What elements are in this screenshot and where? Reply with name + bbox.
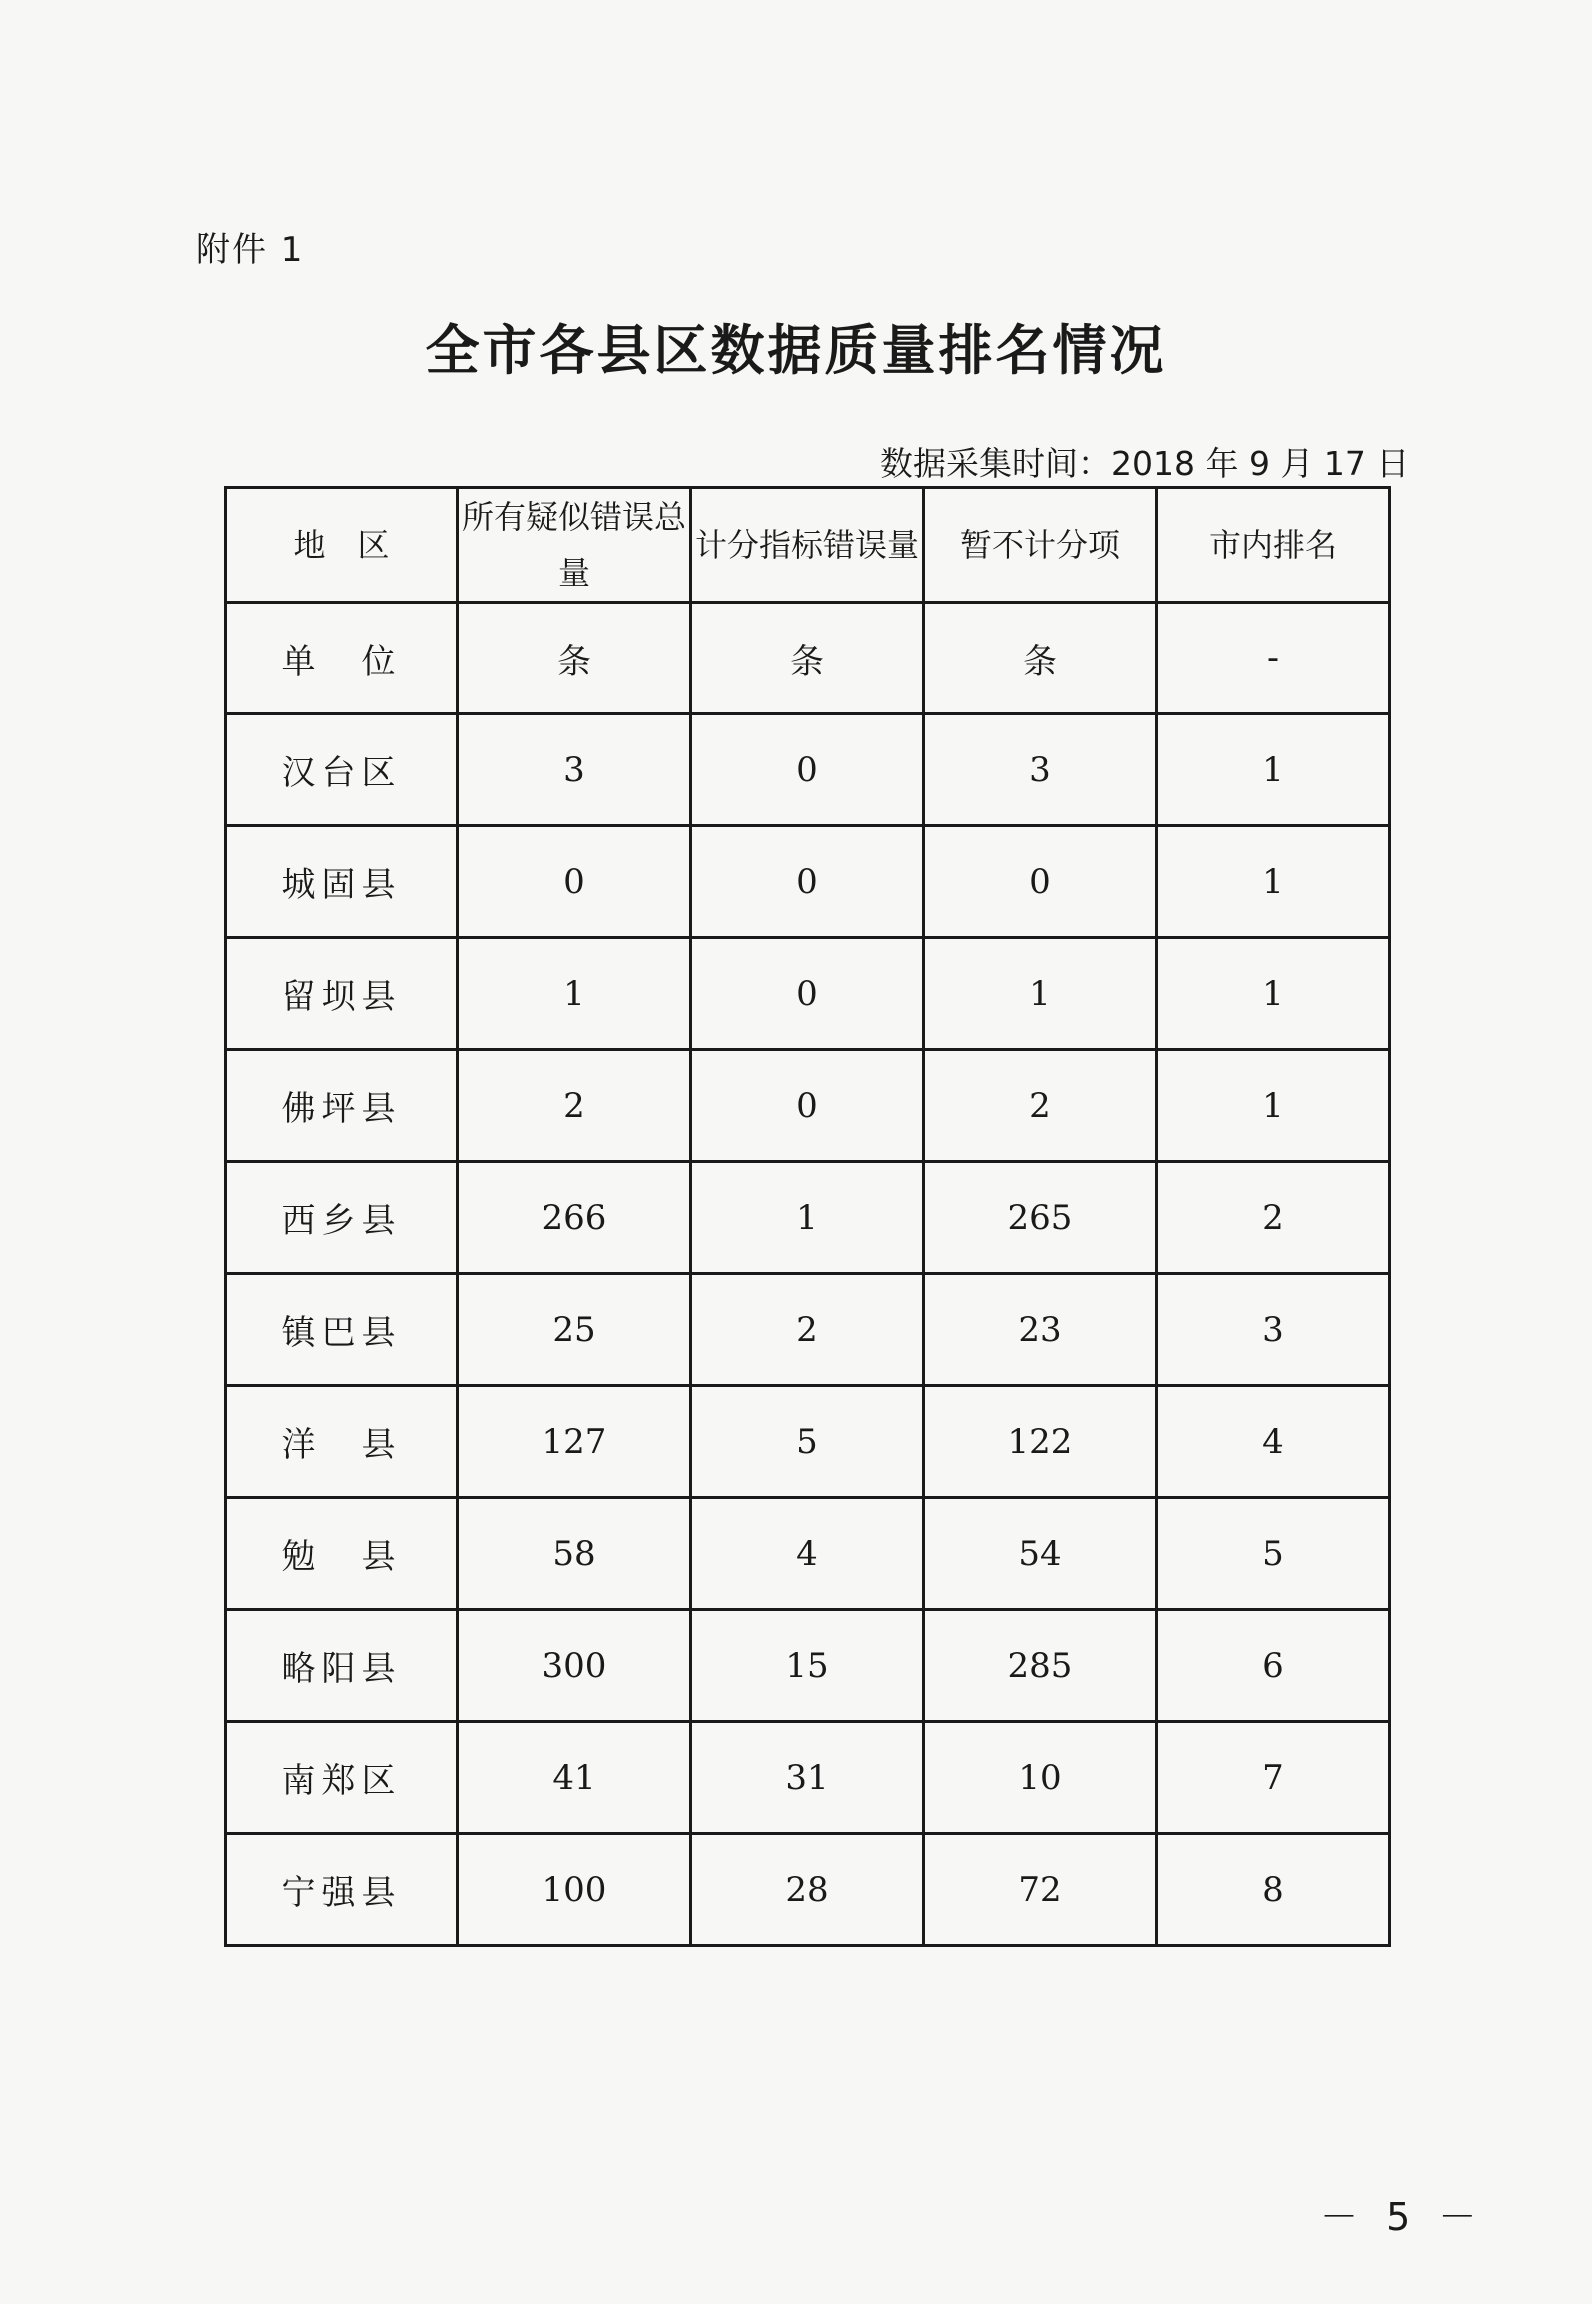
table-row xyxy=(226,1834,1390,1946)
cell-total-errors: 2 xyxy=(458,1050,691,1162)
cell-total-errors: 100 xyxy=(458,1834,691,1946)
header-region: 地 区 xyxy=(226,488,458,603)
cell-region: 勉 县 xyxy=(226,1498,458,1610)
ranking-table xyxy=(224,486,1391,1947)
cell-total-errors: 0 xyxy=(458,826,691,938)
cell-region: 洋 县 xyxy=(226,1386,458,1498)
cell-scored-errors: 5 xyxy=(691,1386,924,1498)
cell-region: 略阳县 xyxy=(226,1610,458,1722)
unit-total-errors: 条 xyxy=(458,603,691,714)
table-row xyxy=(226,1050,1390,1162)
unit-unscored-items: 条 xyxy=(924,603,1157,714)
cell-unscored-items: 122 xyxy=(924,1386,1157,1498)
cell-city-rank: 3 xyxy=(1157,1274,1390,1386)
cell-unscored-items: 2 xyxy=(924,1050,1157,1162)
header-scored-errors: 计分指标错误量 xyxy=(691,488,924,603)
table-row xyxy=(226,1274,1390,1386)
cell-region: 宁强县 xyxy=(226,1834,458,1946)
cell-city-rank: 4 xyxy=(1157,1386,1390,1498)
cell-city-rank: 1 xyxy=(1157,826,1390,938)
cell-scored-errors: 0 xyxy=(691,714,924,826)
cell-unscored-items: 72 xyxy=(924,1834,1157,1946)
cell-city-rank: 6 xyxy=(1157,1610,1390,1722)
cell-unscored-items: 54 xyxy=(924,1498,1157,1610)
table-row xyxy=(226,826,1390,938)
table-row xyxy=(226,938,1390,1050)
table-row xyxy=(226,1386,1390,1498)
cell-region: 留坝县 xyxy=(226,938,458,1050)
table-row xyxy=(226,1162,1390,1274)
annex-label: 附件 1 xyxy=(196,230,305,270)
cell-city-rank: 5 xyxy=(1157,1498,1390,1610)
cell-scored-errors: 15 xyxy=(691,1610,924,1722)
cell-total-errors: 1 xyxy=(458,938,691,1050)
cell-city-rank: 8 xyxy=(1157,1834,1390,1946)
collection-time: 数据采集时间：2018 年 9 月 17 日 xyxy=(880,444,1410,483)
cell-unscored-items: 10 xyxy=(924,1722,1157,1834)
cell-region: 城固县 xyxy=(226,826,458,938)
cell-region: 汉台区 xyxy=(226,714,458,826)
cell-city-rank: 1 xyxy=(1157,1050,1390,1162)
unit-label: 单 位 xyxy=(226,603,458,714)
cell-city-rank: 2 xyxy=(1157,1162,1390,1274)
cell-city-rank: 7 xyxy=(1157,1722,1390,1834)
cell-scored-errors: 2 xyxy=(691,1274,924,1386)
cell-scored-errors: 1 xyxy=(691,1162,924,1274)
cell-region: 佛坪县 xyxy=(226,1050,458,1162)
cell-unscored-items: 285 xyxy=(924,1610,1157,1722)
table-row xyxy=(226,1498,1390,1610)
cell-scored-errors: 0 xyxy=(691,826,924,938)
cell-scored-errors: 4 xyxy=(691,1498,924,1610)
cell-total-errors: 266 xyxy=(458,1162,691,1274)
cell-scored-errors: 0 xyxy=(691,938,924,1050)
unit-city-rank: - xyxy=(1157,603,1390,714)
cell-region: 西乡县 xyxy=(226,1162,458,1274)
cell-total-errors: 3 xyxy=(458,714,691,826)
cell-unscored-items: 3 xyxy=(924,714,1157,826)
cell-unscored-items: 0 xyxy=(924,826,1157,938)
cell-city-rank: 1 xyxy=(1157,714,1390,826)
cell-scored-errors: 0 xyxy=(691,1050,924,1162)
table-row xyxy=(226,714,1390,826)
header-row xyxy=(226,488,1390,603)
cell-total-errors: 300 xyxy=(458,1610,691,1722)
cell-total-errors: 25 xyxy=(458,1274,691,1386)
cell-total-errors: 58 xyxy=(458,1498,691,1610)
table-row xyxy=(226,1610,1390,1722)
cell-scored-errors: 28 xyxy=(691,1834,924,1946)
cell-city-rank: 1 xyxy=(1157,938,1390,1050)
cell-unscored-items: 23 xyxy=(924,1274,1157,1386)
header-city-rank: 市内排名 xyxy=(1157,488,1390,603)
cell-region: 镇巴县 xyxy=(226,1274,458,1386)
cell-unscored-items: 265 xyxy=(924,1162,1157,1274)
unit-scored-errors: 条 xyxy=(691,603,924,714)
document-title: 全市各县区数据质量排名情况 xyxy=(425,319,1167,382)
cell-region: 南郑区 xyxy=(226,1722,458,1834)
cell-scored-errors: 31 xyxy=(691,1722,924,1834)
page-number: － 5 － xyxy=(1320,2195,1485,2239)
header-unscored-items: 暂不计分项 xyxy=(924,488,1157,603)
cell-total-errors: 41 xyxy=(458,1722,691,1834)
cell-total-errors: 127 xyxy=(458,1386,691,1498)
unit-row xyxy=(226,603,1390,714)
header-total-errors: 所有疑似错误总量 xyxy=(458,488,691,603)
cell-unscored-items: 1 xyxy=(924,938,1157,1050)
table-row xyxy=(226,1722,1390,1834)
